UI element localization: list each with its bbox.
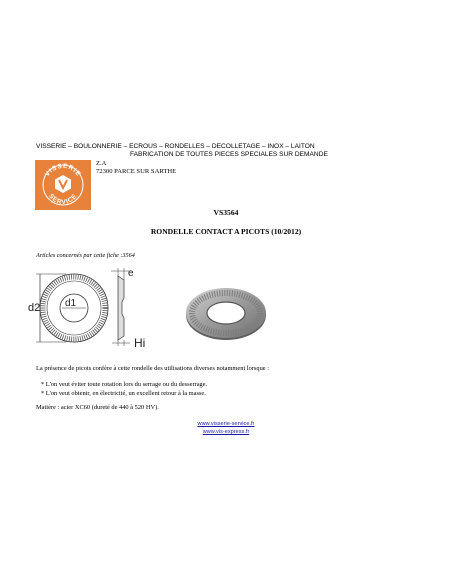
description-bullet-2: * L'on veut obtenir, en électricité, un excellent retour à la masse. [41, 390, 206, 397]
d1-label: d1 [65, 298, 77, 309]
description-bullet-1: * L'on veut éviter toute rotation lors du serrage ou du desserrage. [41, 381, 208, 388]
header-line-1: VISSERIE – BOULONNERIE – ECROUS – RONDELLES – DECOLLETAGE – INOX – LAITON [36, 143, 315, 150]
logo-text-bottom: SERVICE [47, 192, 79, 207]
washer-technical-drawing [26, 262, 162, 350]
product-code: VS3564 [213, 208, 239, 217]
address-line-1: Z.A [96, 160, 107, 167]
logo-text-top: VISSERIE [43, 162, 83, 179]
visserie-service-logo [35, 160, 91, 210]
header-line-2: FABRICATION DE TOUTES PIECES SPECIALES SUR DEMANDE [130, 151, 328, 158]
product-title: RONDELLE CONTACT A PICOTS (10/2012) [150, 227, 302, 236]
hi-label: Hi [134, 336, 146, 350]
description-intro: La présence de picots confère à cette rondelle des utilisations diverses notamment lorsque : [36, 365, 269, 372]
visserie-service-link[interactable]: www.visserie-service.fr [197, 421, 255, 427]
articles-note: Articles concernés par cette fiche :3564 [36, 252, 135, 259]
washer-side-profile [118, 276, 124, 340]
e-label: e [128, 268, 134, 279]
address-line-2: 72300 PARCE SUR SARTHE [96, 168, 177, 175]
vis-express-link[interactable]: www.vis-express.fr [202, 429, 250, 435]
washer-photo [184, 284, 268, 342]
material-spec: Matière : acier XC60 (dureté de 440 à 520 HV). [36, 404, 159, 411]
d2-label: d2 [28, 302, 41, 314]
